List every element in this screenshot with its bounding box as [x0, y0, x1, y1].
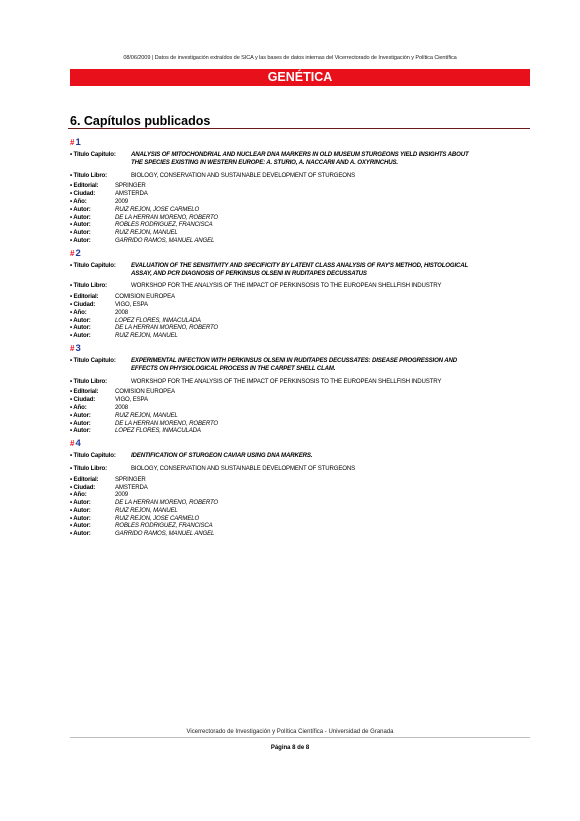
editorial-row: • Editorial: SPRINGER: [70, 475, 146, 483]
author-row: • Autor: RUIZ REJON, MANUEL: [70, 229, 178, 237]
author-row: • Autor: RUIZ REJON, MANUEL: [70, 506, 178, 514]
author-row: • Autor: LOPEZ FLORES, INMACULADA: [70, 316, 201, 324]
year-row: • Año: 2009: [70, 491, 128, 499]
chapter-title-row: • Titulo Capitulo: ANALYSIS OF MITOCHONDRIAL AND NUCLEAR DNA MARKERS IN OLD MUSEUM STURGEONS YIELD INSIGHTS ABOUT THE SPECIES EXISTING IN WESTERN EUROPE: A. STURIO, A. NACCARII AND A. OXYRINCHUS.: [70, 151, 530, 167]
chapter-list: [70, 137, 530, 541]
author-row: • Autor: DE LA HERRAN MORENO, ROBERTO: [70, 419, 219, 427]
chapter-number: #1: [70, 137, 81, 148]
chapter-title: IDENTIFICATION OF STURGEON CAVIAR USING DNA MARKERS.: [131, 452, 313, 460]
section-divider: [68, 128, 530, 129]
book-title: WORKSHOP FOR THE ANALYSIS OF THE IMPACT OF PERKINSOSIS TO THE EUROPEAN SHELLFISH INDUSTRY: [131, 282, 442, 290]
city-row: • Ciudad: VIGO, ESPA: [70, 396, 148, 404]
section-banner: GENÉTICA: [70, 69, 530, 86]
book-title-row: • Titulo Libro: BIOLOGY, CONSERVATION AND SUSTAINABLE DEVELOPMENT OF STURGEONS: [70, 172, 530, 180]
chapter-title-row: • Titulo Capitulo: EVALUATION OF THE SENSITIVITY AND SPECIFICITY BY LATENT CLASS ANALYSIS OF RAY'S METHOD, HISTOLOGICAL ASSAY, AND PCR DIAGNOSIS OF PERKINSUS OLSENI IN RUDITAPES DECUSSATUS: [70, 262, 530, 278]
author-row: • Autor: RUIZ REJON, JOSE CARMELO: [70, 205, 200, 213]
chapter-number: #4: [70, 438, 81, 450]
year-row: • Año: 2009: [70, 197, 128, 205]
author-row: • Autor: GARRIDO RAMOS, MANUEL ANGEL: [70, 530, 215, 538]
page-header-text: 08/06/2009 | Datos de investigación extraídos de SICA y las bases de datos internas del Vicerrectorado de Investigación y Política Científica: [123, 55, 457, 61]
city-row: • Ciudad: AMSTERDA: [70, 483, 148, 491]
year-row: • Año: 2008: [70, 403, 128, 411]
book-title-row: • Titulo Libro: BIOLOGY, CONSERVATION AND SUSTAINABLE DEVELOPMENT OF STURGEONS: [70, 465, 530, 473]
author-row: • Autor: ROBLES RODRIGUEZ, FRANCISCA: [70, 522, 213, 530]
author-row: • Autor: DE LA HERRAN MORENO, ROBERTO: [70, 324, 219, 332]
author-row: • Autor: LOPEZ FLORES, INMACULADA: [70, 427, 201, 435]
chapter-title-row: • Titulo Capitulo: IDENTIFICATION OF STURGEON CAVIAR USING DNA MARKERS.: [70, 452, 530, 460]
chapter-title: ANALYSIS OF MITOCHONDRIAL AND NUCLEAR DNA MARKERS IN OLD MUSEUM STURGEONS YIELD INSIGHTS ABOUT THE SPECIES EXISTING IN WESTERN EUROPE: A. STURIO, A. NACCARII AND A. OXYRINCHUS.: [131, 151, 469, 166]
city-row: • Ciudad: AMSTERDA: [70, 190, 148, 198]
chapter-title-row: • Titulo Capitulo: EXPERIMENTAL INFECTION WITH PERKINSUS OLSENI IN RUDITAPES DECUSSATES: DISEASE PROGRESSION AND EFFECTS ON PHYSIOLOGICAL PROCESS IN THE CARPET SHELL CLAM.: [70, 357, 530, 373]
page-number: Página 8 de 8: [270, 745, 310, 751]
book-title: BIOLOGY, CONSERVATION AND SUSTAINABLE DEVELOPMENT OF STURGEONS: [131, 464, 356, 472]
author-row: • Autor: DE LA HERRAN MORENO, ROBERTO: [70, 213, 219, 221]
editorial-row: • Editorial: COMISION EUROPEA: [70, 293, 175, 301]
book-title: BIOLOGY, CONSERVATION AND SUSTAINABLE DEVELOPMENT OF STURGEONS: [131, 171, 356, 179]
author-row: • Autor: ROBLES RODRIGUEZ, FRANCISCA: [70, 221, 213, 229]
editorial-row: • Editorial: COMISION EUROPEA: [70, 388, 175, 396]
chapter-number: #2: [70, 247, 81, 259]
footer-text: Vicerrectorado de Investigación y Política Científica - Universidad de Granada: [186, 729, 394, 735]
author-row: • Autor: RUIZ REJON, MANUEL: [70, 332, 178, 340]
chapter-title: EXPERIMENTAL INFECTION WITH PERKINSUS OLSENI IN RUDITAPES DECUSSATES: DISEASE PROGRESSION AND EFFECTS ON PHYSIOLOGICAL PROCESS IN THE CARPET SHELL CLAM.: [131, 356, 457, 372]
editorial-row: • Editorial: SPRINGER: [70, 182, 146, 190]
author-row: • Autor: RUIZ REJON, JOSE CARMELO: [70, 514, 200, 522]
book-title-row: • Titulo Libro: WORKSHOP FOR THE ANALYSIS OF THE IMPACT OF PERKINSOSIS TO THE EUROPEAN SHELLFISH INDUSTRY: [70, 378, 530, 386]
chapter-number: #3: [70, 342, 81, 354]
chapter-entry: [70, 248, 530, 340]
chapter-title: EVALUATION OF THE SENSITIVITY AND SPECIFICITY BY LATENT CLASS ANALYSIS OF RAY'S METHOD, HISTOLOGICAL ASSAY, AND PCR DIAGNOSIS OF PERKINSUS OLSENI IN RUDITAPES DECUSSATUS: [131, 261, 468, 277]
chapter-entry: [70, 438, 530, 538]
book-title-row: • Titulo Libro: WORKSHOP FOR THE ANALYSIS OF THE IMPACT OF PERKINSOSIS TO THE EUROPEAN SHELLFISH INDUSTRY: [70, 282, 530, 290]
book-title: WORKSHOP FOR THE ANALYSIS OF THE IMPACT OF PERKINSOSIS TO THE EUROPEAN SHELLFISH INDUSTRY: [131, 377, 442, 385]
author-row: • Autor: RUIZ REJON, MANUEL: [70, 411, 178, 419]
author-row: • Autor: GARRIDO RAMOS, MANUEL ANGEL: [70, 236, 215, 244]
chapter-entry: [70, 137, 530, 245]
city-row: • Ciudad: VIGO, ESPA: [70, 300, 148, 308]
year-row: • Año: 2008: [70, 308, 128, 316]
section-title: 6. Capítulos publicados: [70, 114, 211, 128]
footer-divider: [70, 737, 530, 738]
author-row: • Autor: DE LA HERRAN MORENO, ROBERTO: [70, 499, 219, 507]
chapter-entry: [70, 343, 530, 435]
